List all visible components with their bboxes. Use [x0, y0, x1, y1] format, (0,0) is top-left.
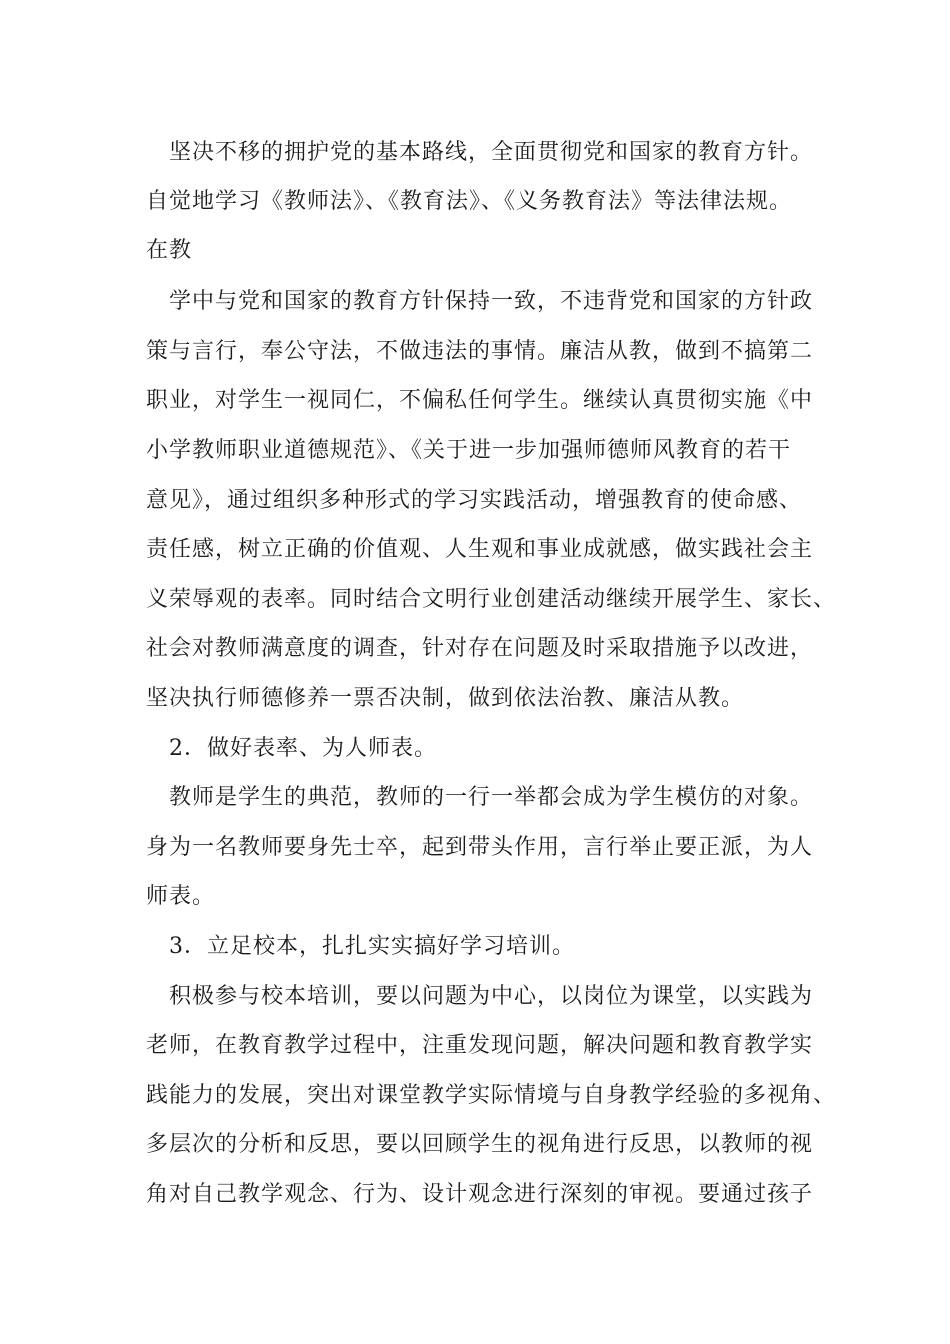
text-line: 小学教师职业道德规范》、《关于进一步加强师德师风教育的若干	[146, 438, 792, 463]
text-line: 坚决不移的拥护党的基本路线，全面贯彻党和国家的教育方针。	[146, 140, 814, 165]
text-line: 师表。	[146, 884, 216, 909]
section-heading: 2．做好表率、为人师表。	[146, 736, 437, 761]
text-line: 义荣辱观的表率。同时结合文明行业创建活动继续开展学生、家长、	[146, 587, 837, 612]
text-line: 责任感，树立正确的价值观、人生观和事业成就感，做实践社会主	[146, 537, 814, 562]
text-line: 教师是学生的典范，教师的一行一举都会成为学生模仿的对象。	[146, 785, 814, 810]
text-line: 职业，对学生一视同仁，不偏私任何学生。继续认真贯彻实施《中	[146, 388, 814, 413]
text-line: 社会对教师满意度的调查，针对存在问题及时采取措施予以改进，	[146, 636, 814, 661]
text-line: 学中与党和国家的教育方针保持一致，不违背党和国家的方针政	[146, 289, 814, 314]
section-heading: 3．立足校本，扎扎实实搞好学习培训。	[146, 934, 575, 959]
text-line: 意见》，通过组织多种形式的学习实践活动，增强教育的使命感、	[146, 488, 803, 513]
text-line: 多层次的分析和反思，要以回顾学生的视角进行反思，以教师的视	[146, 1132, 814, 1157]
text-line: 身为一名教师要身先士卒，起到带头作用，言行举止要正派，为人	[146, 835, 814, 860]
text-line: 策与言行，奉公守法，不做违法的事情。廉洁从教，做到不搞第二	[146, 339, 814, 364]
text-line: 坚决执行师德修养一票否决制，做到依法治教、廉洁从教。	[146, 686, 745, 711]
text-line: 老师，在教育教学过程中，注重发现问题，解决问题和教育教学实	[146, 1033, 814, 1058]
text-line: 自觉地学习《教师法》、《教育法》、《义务教育法》等法律法规。	[146, 189, 793, 214]
text-line: 角对自己教学观念、行为、设计观念进行深刻的审视。要通过孩子	[146, 1182, 814, 1207]
text-line: 践能力的发展，突出对课堂教学实际情境与自身教学经验的多视角、	[146, 1083, 837, 1108]
text-line: 在教	[146, 238, 193, 263]
text-line: 积极参与校本培训，要以问题为中心，以岗位为课堂，以实践为	[146, 984, 814, 1009]
